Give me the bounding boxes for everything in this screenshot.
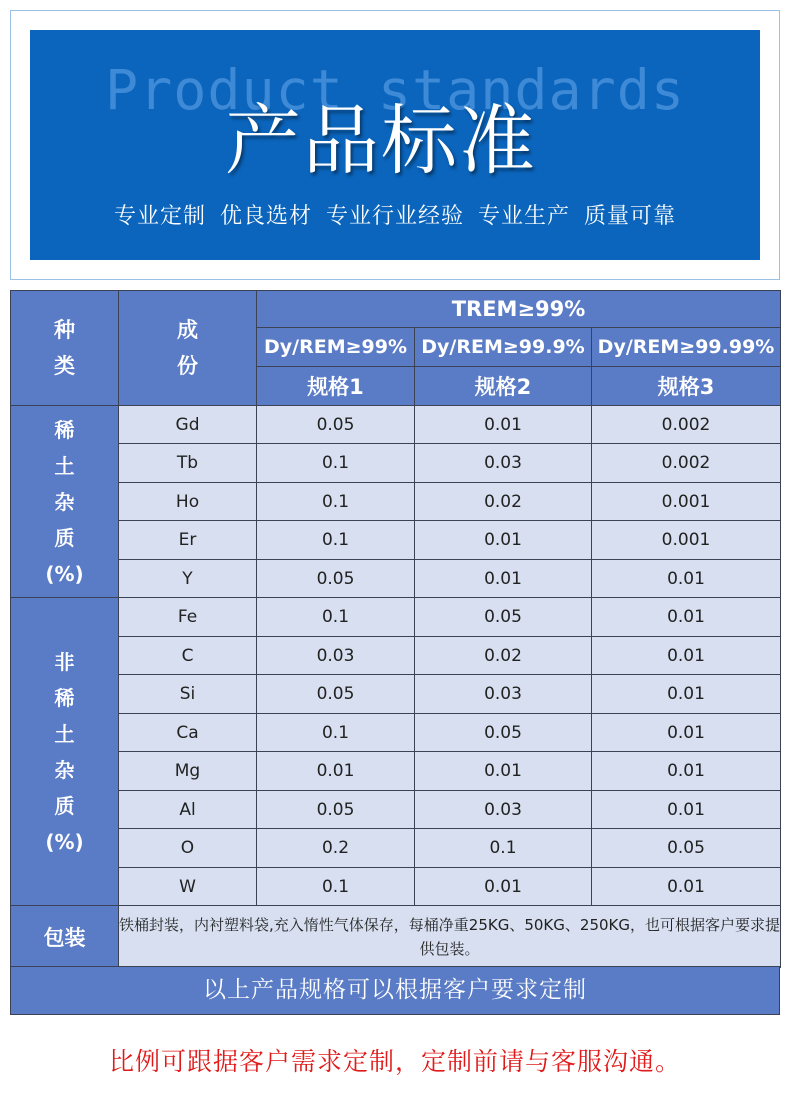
- value-cell: 0.03: [415, 791, 592, 829]
- element-cell: C: [119, 637, 257, 675]
- value-cell: 0.03: [415, 675, 592, 714]
- value-cell: 0.1: [257, 521, 415, 560]
- value-cell: 0.05: [415, 598, 592, 637]
- value-cell: 0.2: [257, 829, 415, 868]
- table-row: [11, 637, 781, 675]
- value-cell: 0.02: [415, 483, 592, 521]
- header-spec-2: 规格2: [415, 367, 592, 406]
- group-label-rare-earth: 稀 土 杂 质 (%): [11, 406, 119, 598]
- header-grade-2: Dy/REM≥99.9%: [415, 328, 592, 367]
- element-cell: Ca: [119, 714, 257, 752]
- value-cell: 0.01: [592, 637, 781, 675]
- element-cell: Gd: [119, 406, 257, 444]
- table-row: [11, 791, 781, 829]
- table-row: [11, 521, 781, 560]
- value-cell: 0.1: [257, 444, 415, 483]
- value-cell: 0.03: [257, 637, 415, 675]
- value-cell: 0.01: [257, 752, 415, 791]
- banner-slogan: 专业定制 优良选材 专业行业经验 专业生产 质量可靠: [114, 204, 676, 229]
- table-row: [11, 752, 781, 791]
- banner-title-cn: 产品标准: [225, 96, 537, 185]
- packaging-row: [11, 906, 781, 968]
- value-cell: 0.05: [257, 791, 415, 829]
- header-row-trem: [11, 291, 781, 328]
- element-cell: W: [119, 868, 257, 906]
- table-row: [11, 868, 781, 906]
- header-trem: TREM≥99%: [257, 291, 781, 328]
- element-cell: Y: [119, 560, 257, 598]
- value-cell: 0.01: [592, 675, 781, 714]
- element-cell: Tb: [119, 444, 257, 483]
- customization-note: 以上产品规格可以根据客户要求定制: [10, 966, 780, 1015]
- value-cell: 0.05: [257, 675, 415, 714]
- element-cell: Er: [119, 521, 257, 560]
- packaging-label: 包装: [11, 906, 119, 968]
- value-cell: 0.01: [592, 752, 781, 791]
- value-cell: 0.01: [415, 752, 592, 791]
- element-cell: Fe: [119, 598, 257, 637]
- element-cell: O: [119, 829, 257, 868]
- value-cell: 0.01: [592, 598, 781, 637]
- value-cell: 0.1: [257, 714, 415, 752]
- element-cell: Ho: [119, 483, 257, 521]
- banner-title-en: Product standards: [105, 58, 685, 122]
- value-cell: 0.002: [592, 444, 781, 483]
- ratio-note: 比例可跟据客户需求定制，定制前请与客服沟通。: [108, 1047, 681, 1076]
- value-cell: 0.01: [592, 560, 781, 598]
- value-cell: 0.01: [592, 791, 781, 829]
- value-cell: 0.01: [592, 868, 781, 906]
- table-row: [11, 714, 781, 752]
- element-cell: Si: [119, 675, 257, 714]
- table-row: [11, 560, 781, 598]
- value-cell: 0.001: [592, 483, 781, 521]
- value-cell: 0.05: [592, 829, 781, 868]
- value-cell: 0.01: [415, 406, 592, 444]
- value-cell: 0.1: [257, 598, 415, 637]
- value-cell: 0.05: [257, 560, 415, 598]
- spec-table: [10, 290, 781, 968]
- value-cell: 0.1: [257, 483, 415, 521]
- header-grade-1: Dy/REM≥99%: [257, 328, 415, 367]
- table-row: [11, 598, 781, 637]
- value-cell: 0.01: [415, 521, 592, 560]
- table-row: [11, 483, 781, 521]
- table-row: [11, 829, 781, 868]
- header-spec-1: 规格1: [257, 367, 415, 406]
- header-grade-3: Dy/REM≥99.99%: [592, 328, 781, 367]
- element-cell: Al: [119, 791, 257, 829]
- value-cell: 0.01: [592, 714, 781, 752]
- value-cell: 0.05: [257, 406, 415, 444]
- value-cell: 0.01: [415, 560, 592, 598]
- value-cell: 0.03: [415, 444, 592, 483]
- header-spec-3: 规格3: [592, 367, 781, 406]
- value-cell: 0.002: [592, 406, 781, 444]
- banner: [30, 30, 760, 260]
- table-row: [11, 406, 781, 444]
- value-cell: 0.1: [257, 868, 415, 906]
- value-cell: 0.1: [415, 829, 592, 868]
- header-component: 成 份: [119, 291, 257, 406]
- header-category: 种 类: [11, 291, 119, 406]
- value-cell: 0.01: [415, 868, 592, 906]
- table-row: [11, 675, 781, 714]
- value-cell: 0.05: [415, 714, 592, 752]
- value-cell: 0.02: [415, 637, 592, 675]
- group-label-non-rare-earth: 非 稀 土 杂 质 (%): [11, 598, 119, 906]
- value-cell: 0.001: [592, 521, 781, 560]
- element-cell: Mg: [119, 752, 257, 791]
- table-row: [11, 444, 781, 483]
- packaging-text: 铁桶封装，内衬塑料袋,充入惰性气体保存，每桶净重25KG、50KG、250KG，也可根据客户要求提供包装。: [119, 906, 781, 968]
